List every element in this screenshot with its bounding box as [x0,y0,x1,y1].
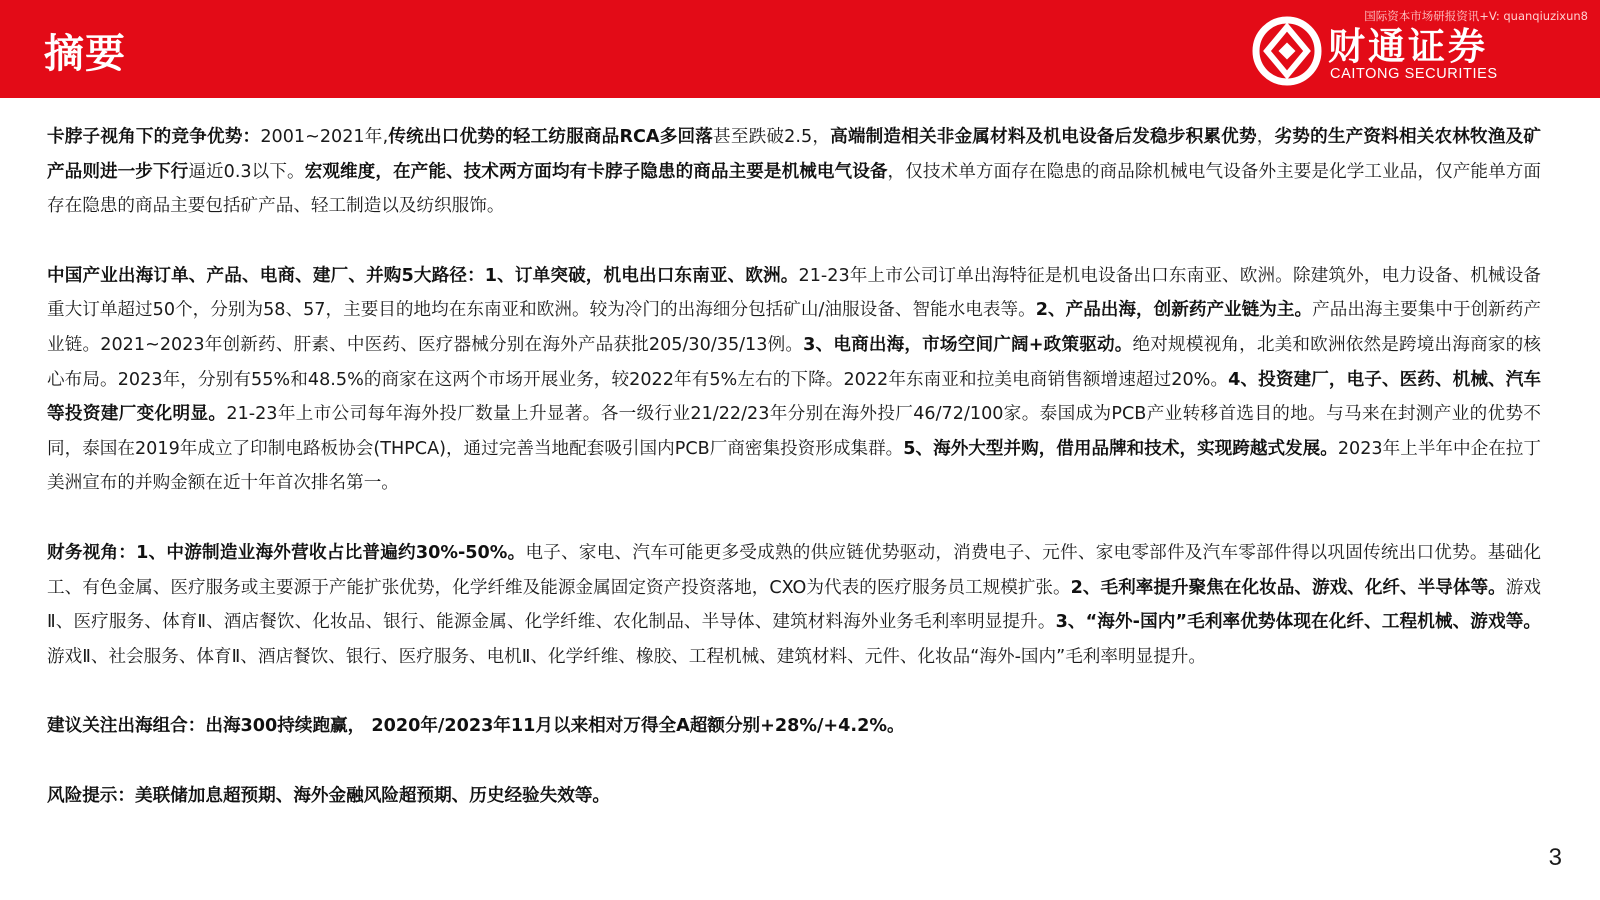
summary-body [47,120,1541,849]
body-text: 产品出海主要集中于创新药产业链。2021~2023年创新药、肝素、中医药、医疗器械分别在海外产品获批205/30/35/13例。 [47,300,1541,355]
page-title: 摘要 [44,31,126,77]
bold-text: 传统出口优势的轻工纺服商品RCA多回落 [388,127,714,147]
body-text: 游戏Ⅱ、医疗服务、体育Ⅱ、酒店餐饮、化妆品、银行、能源金属、化学纤维、农化制品、半导体、建筑材料海外业务毛利率明显提升。 [47,577,1541,633]
bold-text: 宏观维度，在产能、技术两方面均有卡脖子隐患的商品主要是机械电气设备 [304,161,888,182]
summary-paragraph [47,779,1541,814]
brand-logo [1252,14,1552,90]
bold-text: 建议关注出海组合：出海300持续跑赢， 2020年/2023年11月以来相对万得全A超额分别+28%/+4.2%。 [47,716,905,737]
brand-name-en: CAITONG SECURITIES [1330,66,1498,82]
brand-name-cn: 财通证券 [1328,25,1488,68]
body-text: 逼近0.3以下。 [188,161,305,182]
bold-text: 劣势的生产资料相关农林牧渔及矿产品则进一步下行 [47,127,1541,182]
body-text: 电子、家电、汽车可能更多受成熟的供应链优势驱动，消费电子、元件、家电零部件及汽车零部件得以巩固传统出口优势。基础化工、有色金属、医疗服务或主要源于产能扩张优势，化学纤维及能源金属固定资产投资落地，CXO为代表的医疗服务员工规模扩张。 [47,542,1541,598]
bold-text: 卡脖子视角下的竞争优势： [47,127,261,147]
bold-text: 2、产品出海，创新药产业链为主。 [1035,300,1313,321]
body-text: 21-23年上市公司每年海外投厂数量上升显著。各一级行业21/22/23年分别在海外投厂46/72/100家。泰国成为PCB产业转移首选目的地。与马来在封测产业的优势不同，泰国在2019年成立了印制电路板协会(THPCA)，通过完善当地配套吸引国内PCB厂商密集投资形成集群。 [47,404,1541,459]
caitong-logo-icon [1252,16,1322,86]
body-text: 2001~2021年, [260,127,389,147]
summary-paragraph [47,709,1541,744]
body-text: ， [1256,127,1275,147]
body-text: 21-23年上市公司订单出海特征是机电设备出口东南亚、欧洲。除建筑外，电力设备、机械设备重大订单超过50个，分别为58、57，主要目的地均在东南亚和欧洲。较为冷门的出海细分包括矿山/油服设备、智能水电表等。 [47,265,1541,321]
bold-text: 3、电商出海，市场空间广阔+政策驱动。 [803,334,1133,355]
body-text: 游戏Ⅱ、社会服务、体育Ⅱ、酒店餐饮、银行、医疗服务、电机Ⅱ、化学纤维、橡胶、工程机械、建筑材料、元件、化妆品“海外-国内”毛利率明显提升。 [47,646,1206,667]
body-text: 绝对规模视角，北美和欧洲依然是跨境出海商家的核心布局。2023年，分别有55%和48.5%的商家在这两个市场开展业务，较2022年有5%左右的下降。2022年东南亚和拉美电商销售额增速超过20%。 [47,334,1541,390]
bold-text: 3、“海外-国内”毛利率优势体现在化纤、工程机械、游戏等。 [1055,612,1541,633]
bold-text: 中国产业出海订单、产品、电商、建厂、并购5大路径：1、订单突破，机电出口东南亚、欧洲。 [47,265,799,286]
bold-text: 风险提示：美联储加息超预期、海外金融风险超预期、历史经验失效等。 [47,785,611,806]
summary-paragraph [47,259,1541,501]
bold-text: 5、海外大型并购，借用品牌和技术，实现跨越式发展。 [903,438,1338,459]
body-text: ，仅技术单方面存在隐患的商品除机械电气设备外主要是化学工业品，仅产能单方面存在隐患的商品主要包括矿产品、轻工制造以及纺织服饰。 [47,161,1541,217]
summary-paragraph [47,536,1541,674]
summary-paragraph [47,120,1541,224]
page-number: 3 [1548,844,1562,871]
body-text: 2023年上半年中企在拉丁美洲宣布的并购金额在近十年首次排名第一。 [47,438,1541,494]
bold-text: 2、毛利率提升聚焦在化妆品、游戏、化纤、半导体等。 [1070,577,1506,598]
body-text: 甚至跌破2.5， [713,127,831,147]
header-bar [0,0,1600,98]
bold-text: 财务视角：1、中游制造业海外营收占比普遍约30%-50%。 [47,542,526,563]
bold-text: 4、投资建厂，电子、医药、机械、汽车等投资建厂变化明显。 [47,369,1542,425]
bold-text: 高端制造相关非金属材料及机电设备后发稳步积累优势 [830,127,1257,147]
watermark-text: 国际资本市场研报资讯+V: quanqiuzixun8 [1364,9,1588,23]
